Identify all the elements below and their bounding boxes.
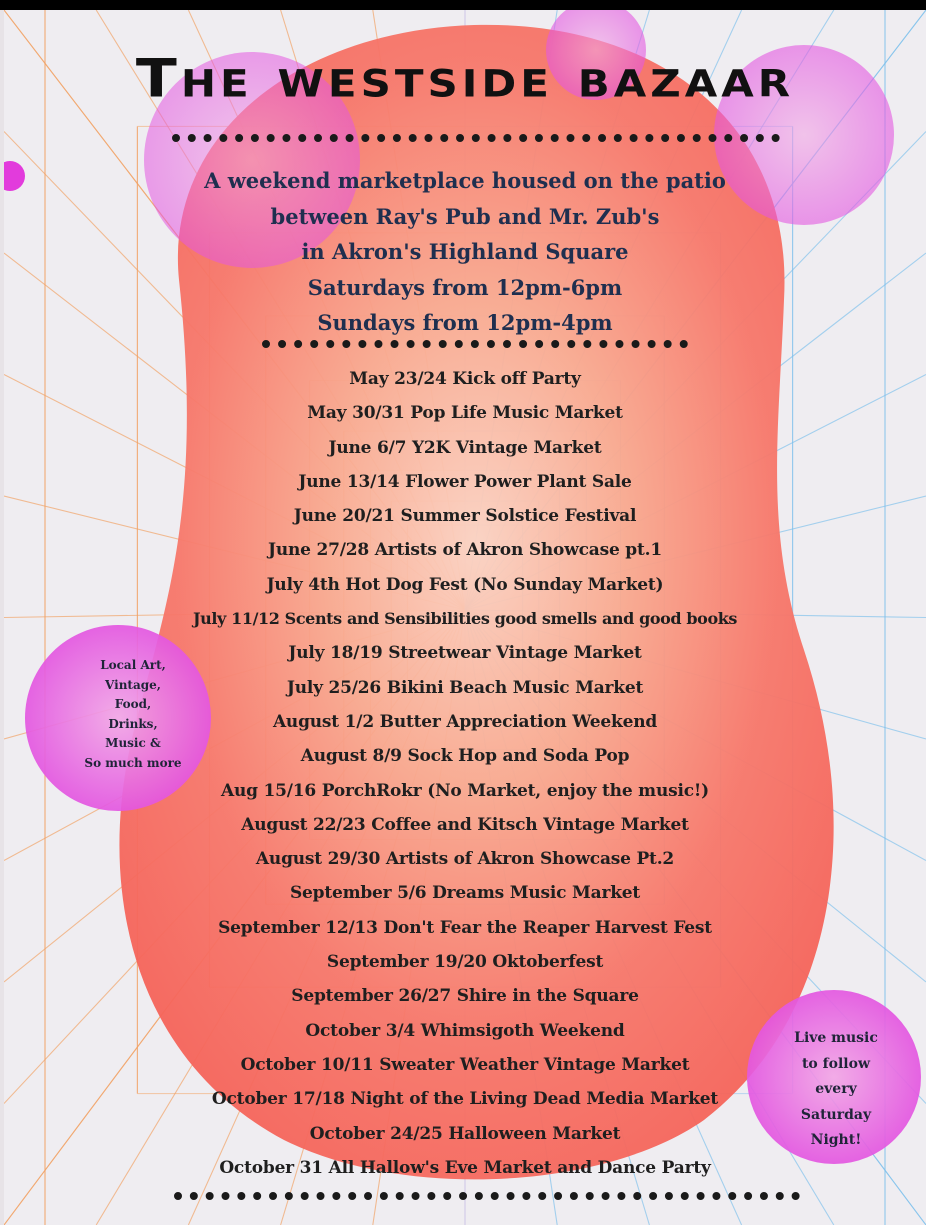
event-item: June 27/28 Artists of Akron Showcase pt.1 <box>268 540 662 561</box>
event-item: August 1/2 Butter Appreciation Weekend <box>272 711 658 732</box>
bubble-left-line: So much more <box>84 755 182 770</box>
event-item: May 30/31 Pop Life Music Market <box>307 403 623 424</box>
event-item: July 11/12 Scents and Sensibilities good smells and good books <box>192 609 738 629</box>
bubble-left-line: Drinks, <box>108 716 158 731</box>
event-item: July 25/26 Bikini Beach Music Market <box>286 677 644 698</box>
bubble-left-line: Food, <box>114 697 152 711</box>
bubble-left-text <box>48 656 218 773</box>
event-item: Aug 15/16 PorchRokr (No Market, enjoy the music!) <box>220 780 709 801</box>
dotted-divider-middle <box>262 340 688 348</box>
intro-line: in Akron's Highland Square <box>301 239 629 264</box>
bubble-right-line: every <box>815 1081 857 1098</box>
bubble-right-line: Night! <box>810 1132 862 1149</box>
event-item: June 13/14 Flower Power Plant Sale <box>298 471 632 492</box>
intro-line: between Ray's Pub and Mr. Zub's <box>270 203 660 229</box>
intro-line: Sundays from 12pm-4pm <box>317 310 613 335</box>
event-item: June 6/7 Y2K Vintage Market <box>328 437 602 458</box>
event-item: June 20/21 Summer Solstice Festival <box>293 506 637 527</box>
intro-block <box>4 163 926 341</box>
bubble-right-line: to follow <box>801 1055 871 1072</box>
bubble-right-text <box>756 1026 916 1154</box>
event-item: August 22/23 Coffee and Kitsch Vintage Market <box>241 814 689 835</box>
event-item: October 31 All Hallow's Eve Market and Dance Party <box>219 1157 711 1178</box>
event-item: September 12/13 Don't Fear the Reaper Harvest Fest <box>218 917 712 938</box>
bubble-left-line: Vintage, <box>105 677 161 692</box>
event-item: September 19/20 Oktoberfest <box>326 952 604 973</box>
event-item: October 3/4 Whimsigoth Weekend <box>305 1020 625 1041</box>
bubble-left-line: Local Art, <box>100 658 166 672</box>
event-item: July 18/19 Streetwear Vintage Market <box>288 643 642 664</box>
event-item: September 5/6 Dreams Music Market <box>289 883 641 904</box>
event-item: May 23/24 Kick off Party <box>349 369 581 389</box>
intro-line: Saturdays from 12pm-6pm <box>307 274 623 300</box>
bubble-right-line: Saturday <box>800 1106 872 1123</box>
event-item: October 10/11 Sweater Weather Vintage Market <box>240 1054 690 1075</box>
event-item: September 26/27 Shire in the Square <box>291 986 639 1007</box>
window-top-bar <box>0 0 926 10</box>
event-item: July 4th Hot Dog Fest (No Sunday Market) <box>266 574 664 595</box>
event-item: October 17/18 Night of the Living Dead Media Market <box>211 1089 719 1110</box>
dotted-divider-bottom <box>174 1192 800 1200</box>
event-item: August 29/30 Artists of Akron Showcase Pt.2 <box>255 849 675 870</box>
bazaar-poster <box>4 10 926 1225</box>
intro-line: A weekend marketplace housed on the patio <box>204 168 726 193</box>
event-item: August 8/9 Sock Hop and Soda Pop <box>300 746 630 767</box>
dotted-divider-top <box>172 134 780 142</box>
bubble-left-line: Music & <box>105 736 161 750</box>
event-item: October 24/25 Halloween Market <box>309 1123 621 1144</box>
poster-title: The westside bazaar <box>135 48 795 110</box>
bubble-right-line: Live music <box>794 1030 878 1046</box>
